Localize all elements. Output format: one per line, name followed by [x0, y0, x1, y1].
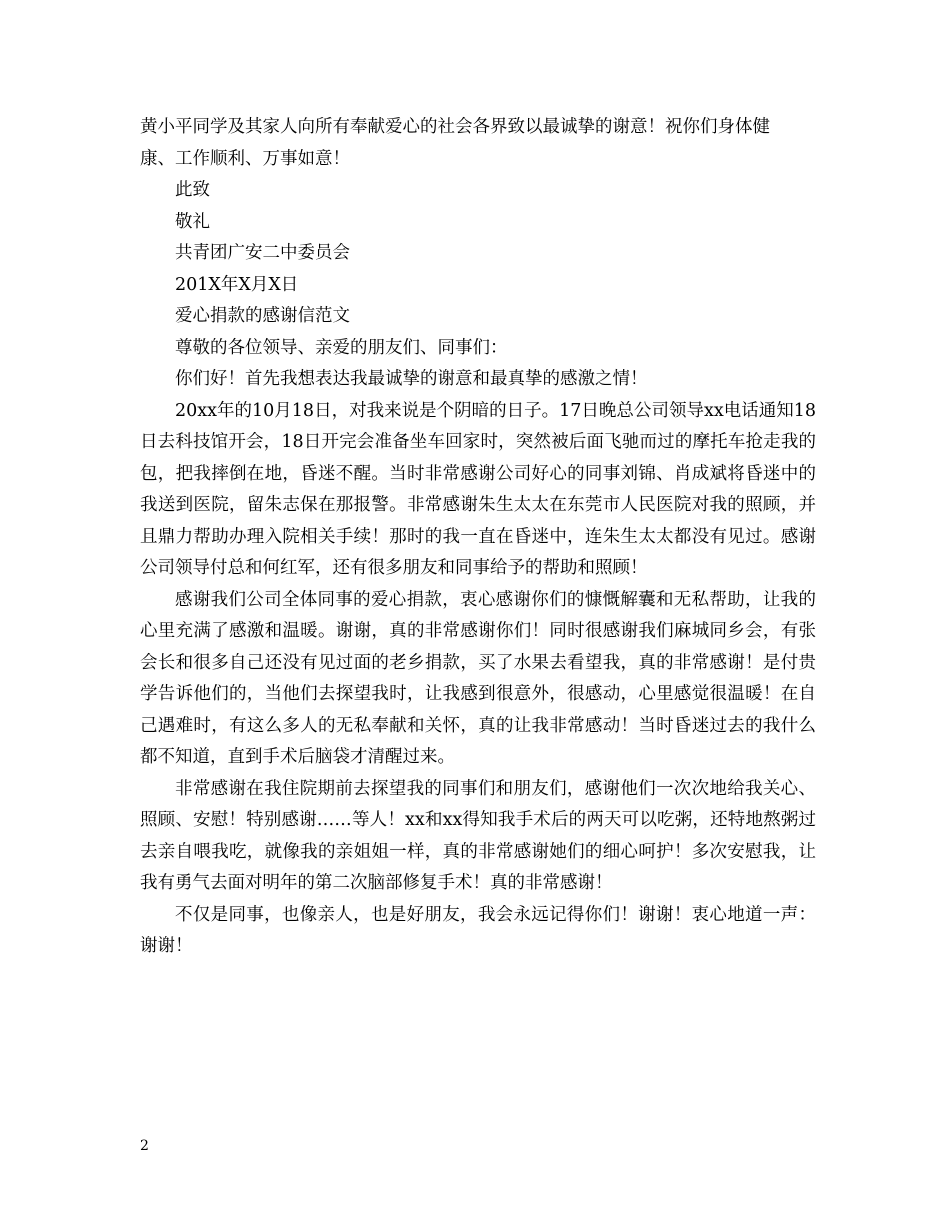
paragraph-closing: 不仅是同事，也像亲人，也是好朋友，我会永远记得你们！谢谢！衷心地道一声：谢谢！	[140, 904, 816, 956]
continuation-line-1: 黄小平同学及其家人向所有奉献爱心的社会各界致以最诚挚的谢意！祝你们身体健	[140, 117, 770, 137]
paragraph-incident: 20xx年的10月18日，对我来说是个阴暗的日子。17日晚总公司领导xx电话通知18日去科技馆开会，18日开完会准备坐车回家时，突然被后面飞驰而过的摩托车抢走我的包，把我摔倒在地，昏迷不醒。当时非常感谢公司好心的同事刘锦、肖成斌将昏迷中的我送到医院，留朱志保在那报警。非常感谢朱生太太在东莞市人民医院对我的照顾，并且鼎力帮助办理入院相关手续！那时的我一直在昏迷中，连朱生太太都没有见过。感谢公司领导付总和何红军，还有很多朋友和同事给予的帮助和照顾！	[140, 400, 816, 578]
closing-salutation: 此致	[175, 180, 210, 200]
letter-salutation: 尊敬的各位领导、亲爱的朋友们、同事们：	[175, 337, 508, 358]
paragraph-donations: 感谢我们公司全体同事的爱心捐款，衷心感谢你们的慷慨解囊和无私帮助，让我的心里充满了感激和温暖。谢谢，真的非常感谢你们！同时很感谢我们麻城同乡会，有张会长和很多自己还没有见过面的老乡捐款，买了水果去看望我，真的非常感谢！是付贵学告诉他们的，当他们去探望我时，让我感到很意外，很感动，心里感觉很温暖！在自己遇难时，有这么多人的无私奉献和关怀，真的让我非常感动！当时昏迷过去的我什么都不知道，直到手术后脑袋才清醒过来。	[140, 589, 816, 767]
paragraph-greeting: 你们好！首先我想表达我最诚挚的谢意和最真挚的感激之情！	[175, 369, 648, 389]
signature-organization: 共青团广安二中委员会	[175, 243, 350, 263]
document-body	[140, 112, 816, 963]
letter-title: 爱心捐款的感谢信范文	[175, 306, 350, 326]
closing-regards: 敬礼	[175, 211, 210, 232]
page-number: 2	[140, 1138, 149, 1154]
signature-date: 201X年X月X日	[175, 274, 299, 295]
paragraph-visits: 非常感谢在我住院期前去探望我的同事们和朋友们，感谢他们一次次地给我关心、照顾、安慰！特别感谢……等人！xx和xx得知我手术后的两天可以吃粥，还特地熬粥过去亲自喂我吃，就像我的亲姐姐一样，真的非常感谢她们的细心呵护！多次安慰我，让我有勇气去面对明年的第二次脑部修复手术！真的非常感谢！	[140, 778, 816, 893]
continuation-line-2: 康、工作顺利、万事如意！	[140, 148, 350, 169]
